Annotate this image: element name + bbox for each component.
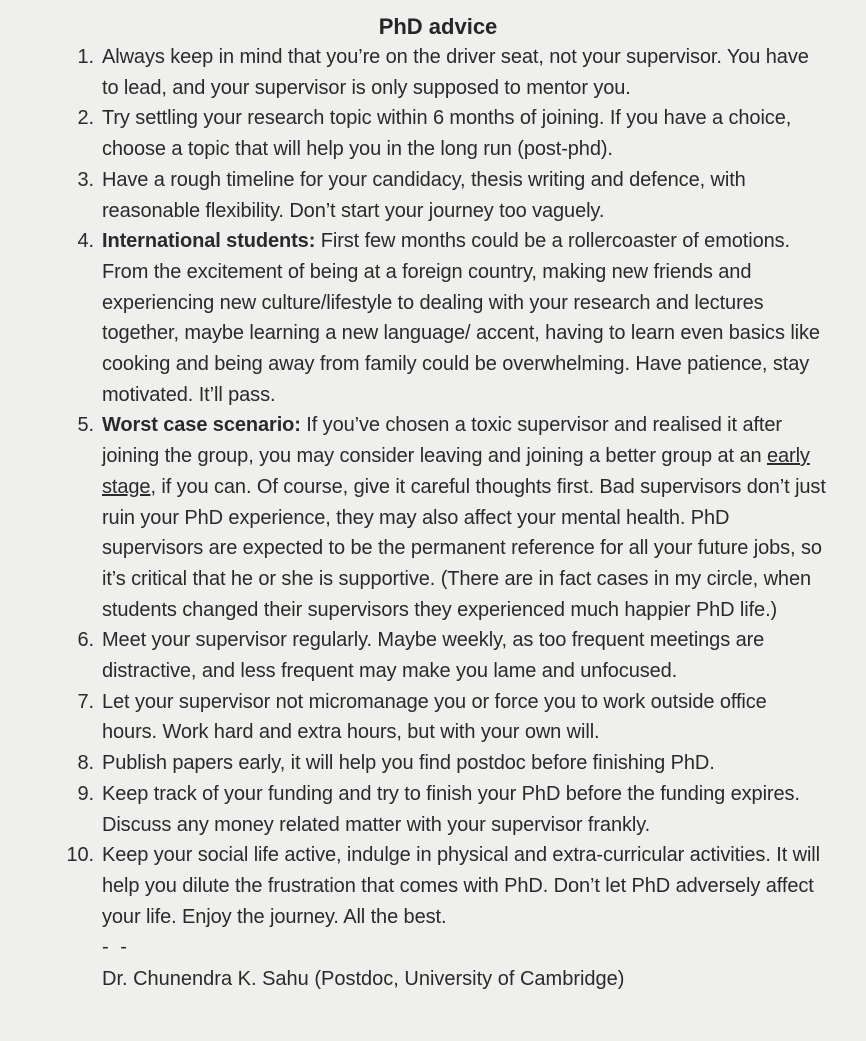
item-text: Try settling your research topic within 6 months of joining. If you have a choice, choose a topic that will help you in the long run (post-phd). [102,107,792,161]
item-text: Keep your social life active, indulge in physical and extra-curricular activities. It will help you dilute the frustration that comes with PhD. Don’t let PhD adversely affect your life. Enjoy the journey. All the best. [102,844,820,928]
advice-list [0,42,866,932]
advice-item-1 [0,42,866,103]
advice-item-8 [0,748,866,779]
advice-item-6 [0,625,866,686]
item-number: 10. [66,844,94,867]
item-text: Meet your supervisor regularly. Maybe weekly, as too frequent meetings are distractive, and less frequent may make you lame and unfocused. [102,629,765,683]
item-text: Always keep in mind that you’re on the driver seat, not your supervisor. You have to lead, and your supervisor is only supposed to mentor you. [102,46,809,99]
advice-item-2 [0,103,866,164]
item-number: 3. [77,168,94,191]
item-underlined-text: early stage [102,445,810,498]
item-text: First few months could be a rollercoaster of emotions. From the excitement of being at a foreign country, making new friends and experiencing new culture/lifestyle to dealing with your research and lectures together, maybe learning a new language/ accent, having to learn even basics like cooking and being away from family could be overwhelming. Have patience, stay motivated. It’ll pass. [102,230,820,406]
advice-item-7 [0,687,866,748]
item-lead: International students: [102,230,316,253]
advice-item-4 [0,226,866,410]
item-number: 8. [77,752,94,775]
document-title: PhD advice [378,14,498,39]
item-number: 4. [77,230,94,253]
item-number: 1. [77,46,94,68]
item-text-before: If you’ve chosen a toxic supervisor and realised it after joining the group, you may consider leaving and joining a better group at an [102,414,782,468]
separator: - - [102,936,130,959]
item-number: 7. [77,690,94,713]
item-lead: Worst case scenario: [102,414,301,437]
item-number: 5. [77,414,94,437]
item-text: Have a rough timeline for your candidacy, thesis writing and defence, with reasonable flexibility. Don’t start your journey too vaguely. [102,168,746,222]
signature: Dr. Chunendra K. Sahu (Postdoc, University of Cambridge) [102,968,625,991]
item-text: Let your supervisor not micromanage you or force you to work outside office hours. Work hard and extra hours, but with your own will. [102,690,767,744]
item-number: 2. [77,107,94,130]
advice-item-5 [0,410,866,625]
advice-item-9 [0,779,866,840]
advice-item-3 [0,165,866,226]
item-text-after: , if you can. Of course, give it careful thoughts first. Bad supervisors don’t just ruin your PhD experience, they may also affect your mental health. PhD supervisors are expected to be the permanent reference for all your future jobs, so it’s critical that he or she is supportive. (There are in fact cases in my circle, when students changed their supervisors they experienced much happier PhD life.) [102,475,826,621]
item-number: 6. [77,629,94,652]
advice-item-10 [0,840,866,932]
item-text: Publish papers early, it will help you find postdoc before finishing PhD. [102,752,715,775]
item-text: Keep track of your funding and try to finish your PhD before the funding expires. Discuss any money related matter with your supervisor frankly. [102,782,800,836]
item-number: 9. [77,782,94,805]
